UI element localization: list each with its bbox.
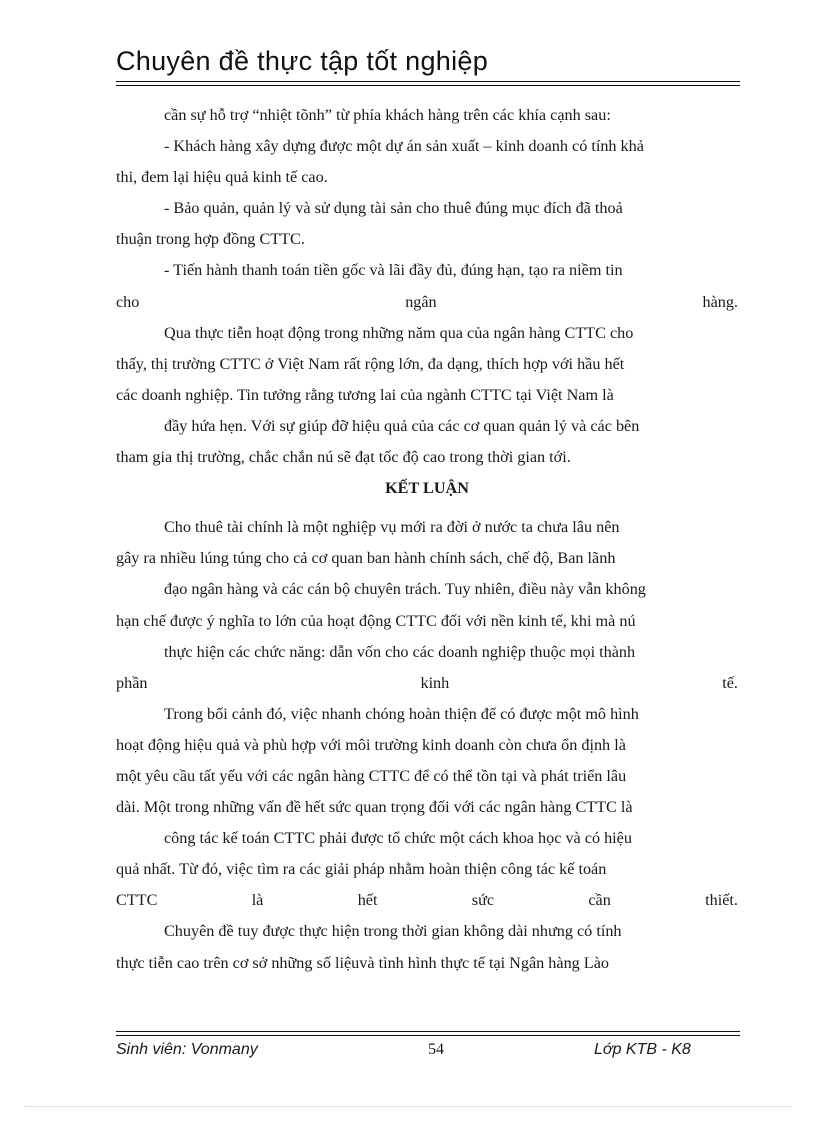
- word: tế.: [722, 673, 738, 692]
- text-line: Cho thuê tài chính là một nghiệp vụ mới ra đời ở nước ta chưa lâu nên: [164, 518, 620, 537]
- footer-student: Sinh viên: Vonmany: [116, 1041, 258, 1058]
- text-line: thuận trong hợp đồng CTTC.: [116, 230, 305, 249]
- footer-class: Lớp KTB - K8: [594, 1041, 691, 1058]
- text-line: - Tiến hành thanh toán tiền gốc và lãi đầy đủ, đúng hạn, tạo ra niềm tin: [164, 261, 623, 280]
- word: thiết.: [705, 891, 738, 910]
- text-line: Qua thực tiễn hoạt động trong những năm qua của ngân hàng CTTC cho: [164, 323, 634, 342]
- text-line: - Bảo quản, quản lý và sử dụng tài sản cho thuê đúng mục đích đã thoả: [164, 199, 623, 218]
- text-line: cần sự hỗ trợ “nhiệt tõnh” từ phía khách hàng trên các khía cạnh sau:: [164, 106, 611, 124]
- text-line: các doanh nghiệp. Tin tưởng rằng tương lai của ngành CTTC tại Việt Nam là: [116, 385, 614, 404]
- text-line-justified: [116, 885, 738, 916]
- page-number: 54: [428, 1041, 444, 1058]
- page-bottom-divider: [24, 1106, 792, 1107]
- text-line-justified: [116, 668, 738, 699]
- text-line: hạn chế được ý nghĩa to lớn của hoạt động CTTC đối với nền kinh tế, khi mà nú: [116, 611, 636, 630]
- word: hết: [357, 891, 378, 910]
- word: là: [251, 891, 264, 910]
- text-line-justified: [116, 287, 738, 318]
- word: ngân: [405, 292, 437, 311]
- footer-rule-bottom: [116, 1035, 740, 1036]
- section-heading: KẾT LUẬN: [385, 479, 469, 498]
- text-line: dài. Một trong những vấn đề hết sức quan trọng đối với các ngân hàng CTTC là: [116, 798, 633, 817]
- word: hàng.: [702, 292, 738, 311]
- text-line: thực hiện các chức năng: dẫn vốn cho các doanh nghiệp thuộc mọi thành: [164, 642, 636, 661]
- word: phần: [116, 673, 148, 692]
- text-line: Trong bối cảnh đó, việc nhanh chóng hoàn thiện để có được một mô hình: [164, 704, 639, 723]
- body-text: [116, 100, 738, 979]
- word: cho: [116, 292, 140, 311]
- footer-rule-top: [116, 1031, 740, 1032]
- text-line: quả nhất. Từ đó, việc tìm ra các giải pháp nhằm hoàn thiện công tác kế toán: [116, 860, 607, 879]
- text-line: một yêu cầu tất yếu với các ngân hàng CTTC để có thể tồn tại và phát triển lâu: [116, 766, 627, 785]
- word: CTTC: [116, 891, 158, 910]
- word: sức: [471, 891, 495, 910]
- text-line: Chuyên đề tuy được thực hiện trong thời gian không dài nhưng có tính: [164, 922, 622, 941]
- text-line: thực tiễn cao trên cơ sở những số liệuvà tình hình thực tế tại Ngân hàng Lào: [116, 953, 609, 972]
- text-line: đầy hứa hẹn. Với sự giúp đỡ hiệu quả của các cơ quan quản lý và các bên: [164, 416, 640, 435]
- text-line: tham gia thị trường, chắc chắn nú sẽ đạt tốc độ cao trong thời gian tới.: [116, 448, 571, 467]
- header-title: Chuyên đề thực tập tốt nghiệp: [116, 46, 489, 76]
- word: cần: [588, 891, 611, 910]
- text-line: - Khách hàng xây dựng được một dự án sản xuất – kinh doanh có tính khả: [164, 137, 644, 156]
- text-line: hoạt động hiệu quả và phù hợp với môi trường kinh doanh còn chưa ổn định là: [116, 735, 626, 754]
- header-rule-top: [116, 81, 740, 82]
- text-line: thi, đem lại hiệu quả kinh tế cao.: [116, 168, 328, 187]
- text-line: đạo ngân hàng và các cán bộ chuyên trách. Tuy nhiên, điều này vẫn không: [164, 580, 646, 599]
- text-line: gây ra nhiều lúng túng cho cả cơ quan ban hành chính sách, chế độ, Ban lãnh: [116, 549, 616, 568]
- word: kinh: [420, 673, 450, 692]
- text-line: thấy, thị trường CTTC ở Việt Nam rất rộng lớn, đa dạng, thích hợp với hầu hết: [116, 354, 625, 373]
- header-rule-bottom: [116, 85, 740, 86]
- text-line: công tác kế toán CTTC phải được tổ chức một cách khoa học và có hiệu: [164, 829, 632, 848]
